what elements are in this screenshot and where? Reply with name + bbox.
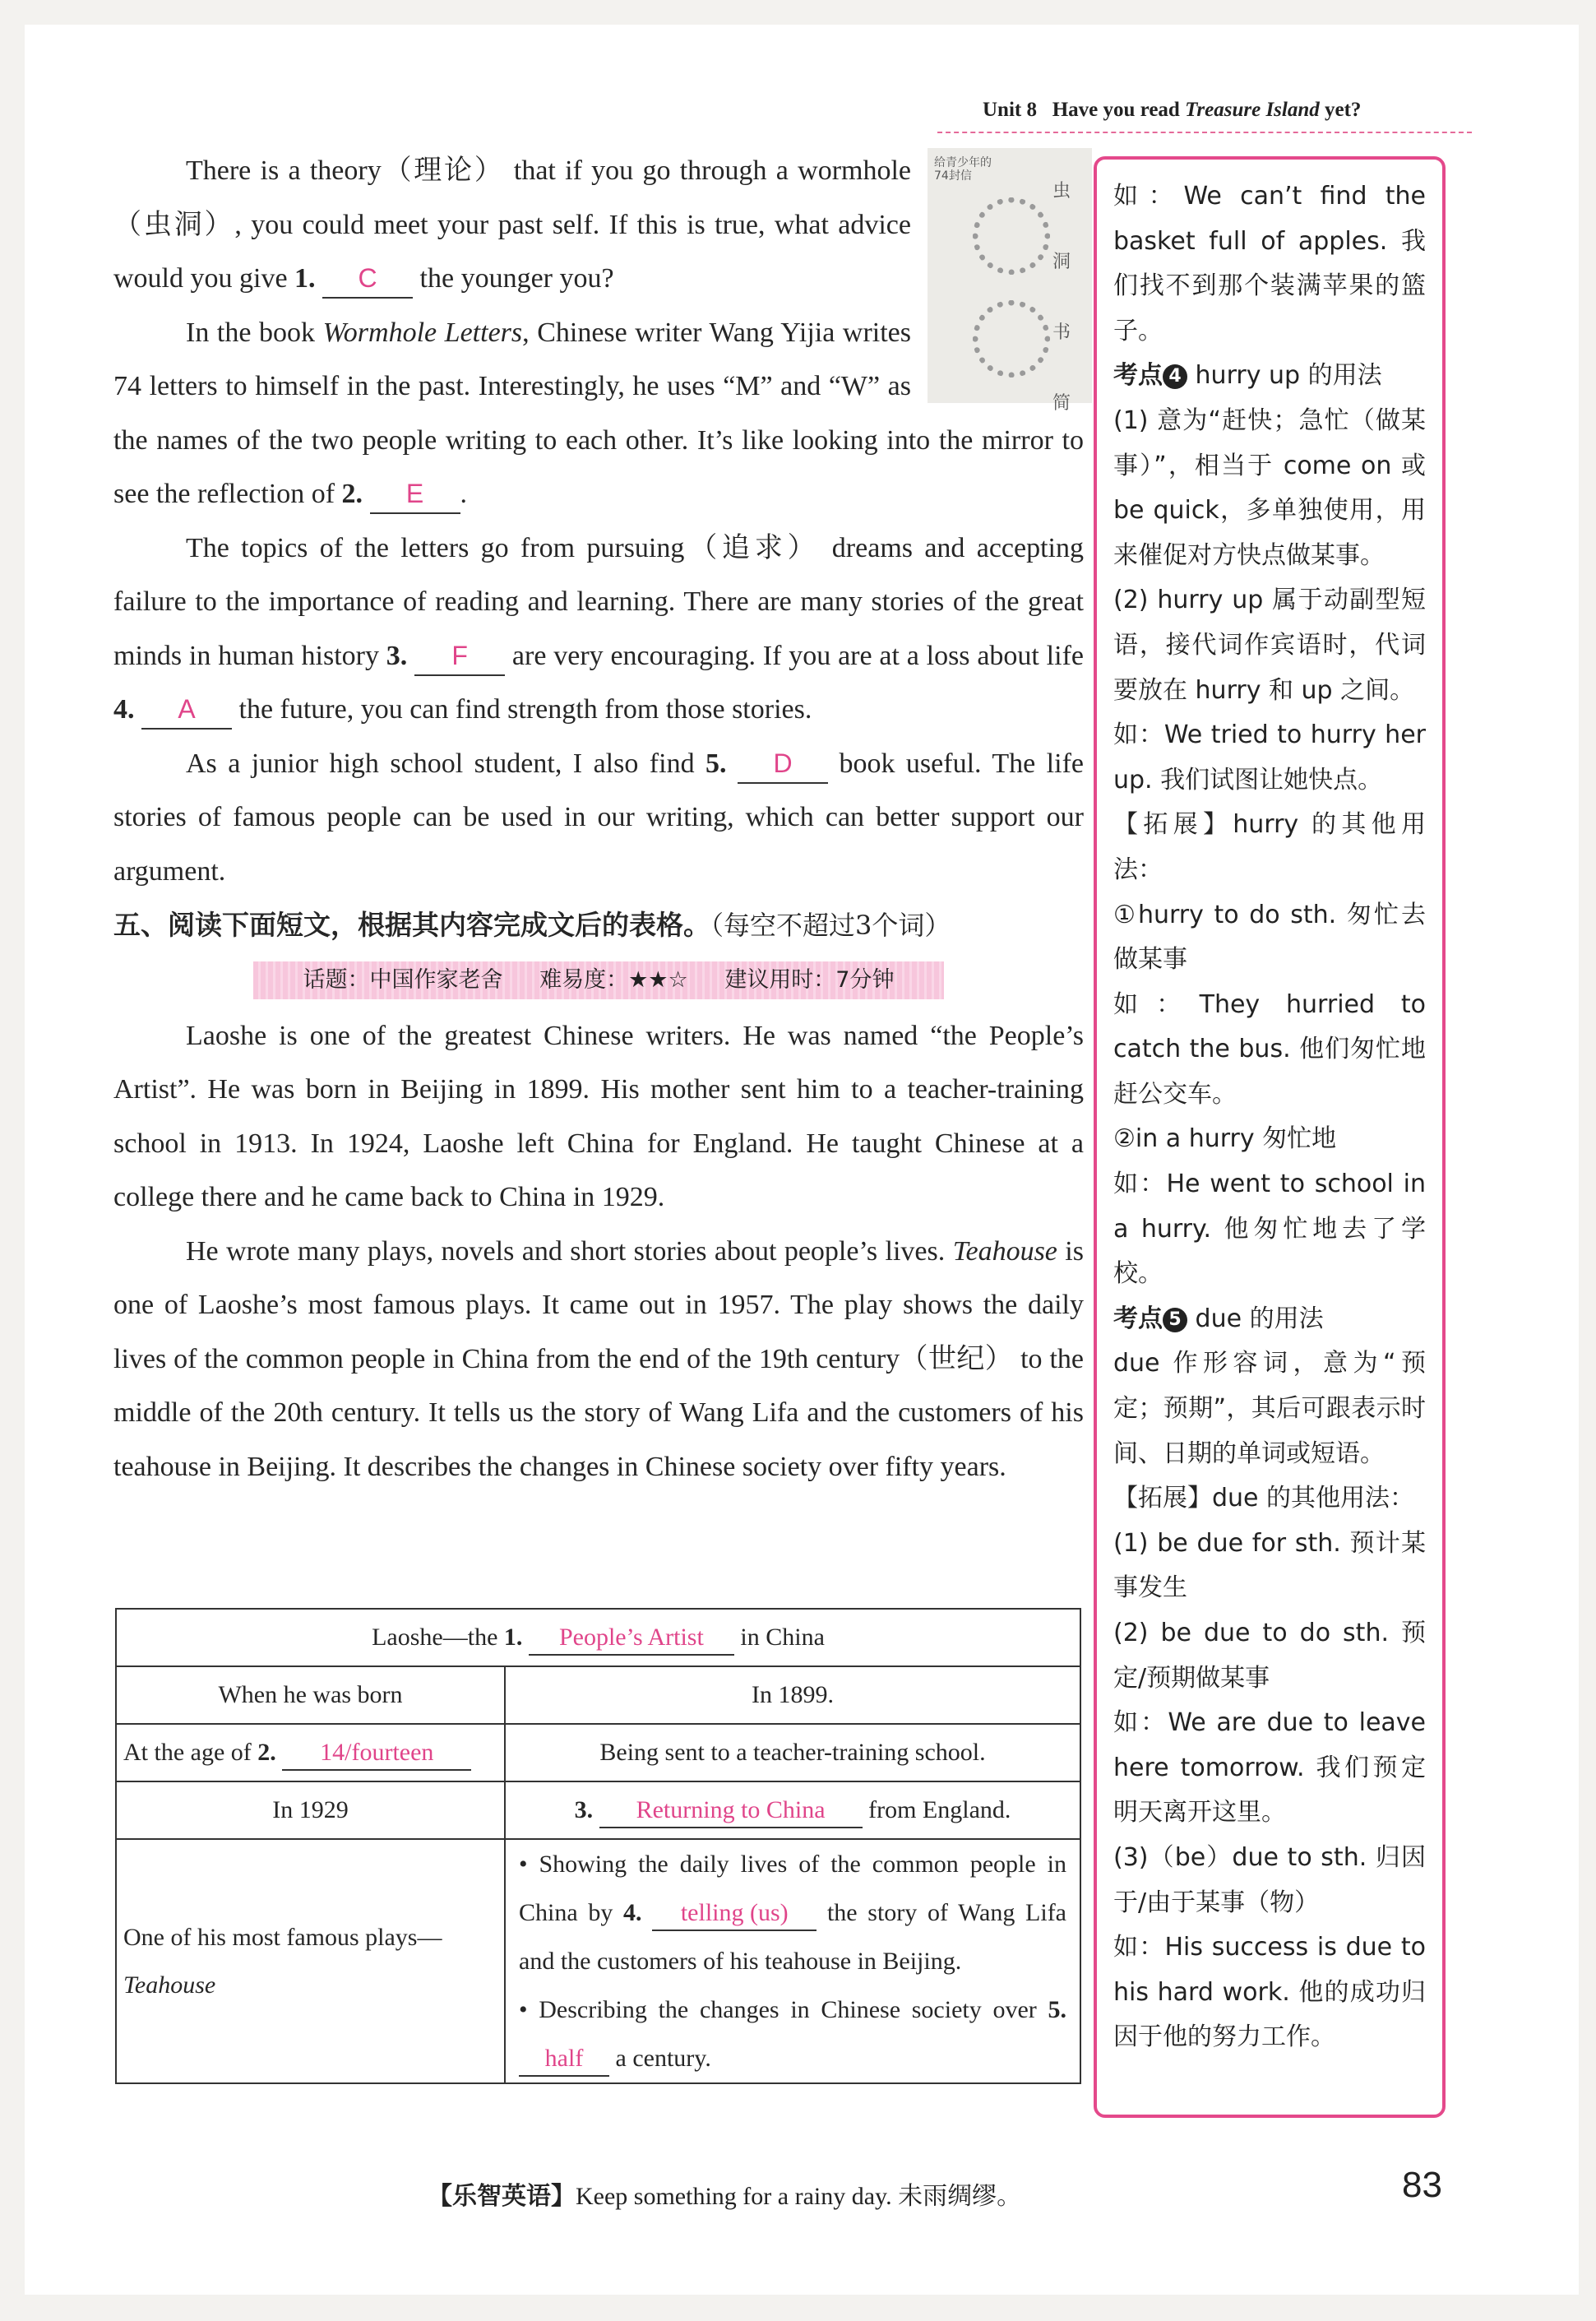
book-cover-title: [1049, 156, 1074, 439]
table-cell: In 1899.: [505, 1666, 1080, 1724]
question-number: 2.: [257, 1739, 276, 1766]
kaodian-title: hurry up 的用法: [1187, 361, 1382, 391]
table-row: [116, 1781, 1080, 1839]
book-title: Teahouse: [952, 1235, 1057, 1267]
text: In the book: [186, 317, 323, 348]
page-footer: [428, 2175, 1021, 2212]
header-divider: [937, 132, 1472, 133]
unit-title-book: Treasure Island: [1185, 99, 1320, 121]
note-text: (2) be due to do sth. 预定/预期做某事: [1113, 1619, 1426, 1693]
difficulty-label: 难易度：★★☆: [539, 966, 688, 993]
table-cell: When he was born: [116, 1666, 505, 1724]
topic-bar: [253, 961, 944, 999]
table-row: [116, 1724, 1080, 1781]
question-number: 2.: [341, 479, 363, 509]
table-row: [116, 1839, 1080, 2083]
section-note: （每空不超过3个词）: [710, 910, 951, 941]
text: Laoshe—the: [372, 1624, 504, 1651]
note-text: ①hurry to do sth. 匆忙去做某事: [1113, 900, 1426, 975]
number-circle-icon: 4: [1163, 364, 1187, 389]
text: book useful. The life stories of famous people can be used in our writing, which can better support our argument.: [113, 748, 1084, 887]
book-char: 虫: [1052, 181, 1071, 202]
section-title: [113, 898, 1084, 953]
answer-blank[interactable]: Returning to China: [599, 1794, 863, 1828]
answer-blank[interactable]: A: [141, 690, 232, 730]
passage1-paragraph: [113, 521, 1084, 737]
passage1-paragraph: [113, 737, 1084, 899]
bullet-list: [519, 1840, 1066, 2082]
text: • Showing the daily lives of the common people in China by: [519, 1851, 1066, 1926]
note-text: due 作形容词，意为“预定；预期”，其后可跟表示时间、日期的单词或短语。: [1113, 1349, 1426, 1468]
example-text: 如：They hurried to catch the bus. 他们匆忙地赶公交车。: [1113, 989, 1426, 1109]
answer-blank[interactable]: telling (us): [652, 1897, 817, 1931]
question-number: 5.: [1048, 1996, 1066, 2023]
kaodian-title: due 的用法: [1187, 1304, 1324, 1333]
example-text: 如：His success is due to his hard work. 他的成功归因于他的努力工作。: [1113, 1933, 1426, 2052]
example-text: 如：We can’t find the basket full of apples. 我们找不到那个装满苹果的篮子。: [1113, 182, 1426, 345]
text: There is a theory（理论） that if you go through a wormhole（虫洞）, you could meet your past self. If this is true, what advice would you give: [113, 155, 911, 294]
number-circle-icon: 5: [1163, 1308, 1187, 1332]
book-cover-subtitle: 给青少年的74封信: [934, 156, 992, 183]
page-number: 83: [1402, 2165, 1442, 2205]
question-number: 1.: [294, 263, 316, 294]
note-text: (2) hurry up 属于动副型短语，接代词作宾语时，代词要放在 hurry 和 up 之间。: [1113, 586, 1426, 705]
text: • Describing the changes in Chinese society over: [519, 1996, 1048, 2023]
text: a century.: [609, 2045, 711, 2072]
text: One of his most famous plays—: [123, 1923, 442, 1951]
passage2-paragraph: [113, 1225, 1084, 1494]
time-label: 建议用时：7分钟: [724, 966, 895, 993]
text: The topics of the letters go from pursuing（追求） dreams and accepting failure to the importance of reading and learning. There are many stories of the great minds in human history: [113, 532, 1084, 671]
book-title: Teahouse: [123, 1971, 216, 1999]
question-number: 4.: [623, 1899, 642, 1926]
list-item: [519, 1840, 1066, 1985]
book-cover-image: [928, 148, 1092, 414]
footer-proverb: Keep something for a rainy day. 未雨绸缪。: [576, 2183, 1022, 2210]
book-char: 书: [1052, 322, 1071, 343]
question-number: 1.: [503, 1624, 523, 1651]
answer-blank[interactable]: E: [370, 475, 460, 514]
example-text: 如：We are due to leave here tomorrow. 我们预定明天离开这里。: [1113, 1708, 1426, 1828]
passage2-paragraph: Laoshe is one of the greatest Chinese writers. He was named “the People’s Artist”. He was born in Beijing in 1899. His mother sent him to a teacher-training school in 1913. In 1924, Laoshe left China for England. He taught Chinese at a college there and he came back to China in 1929.: [113, 1020, 1084, 1212]
ring-graphic: [973, 300, 1050, 378]
answer-blank[interactable]: half: [519, 2042, 609, 2077]
question-number: 4.: [113, 694, 135, 725]
example-text: 如：He went to school in a hurry. 他匆忙地去了学校。: [1113, 1170, 1426, 1289]
kaodian-label: 考点: [1113, 1304, 1163, 1333]
unit-title: Have you read: [1052, 99, 1186, 121]
answer-blank[interactable]: D: [738, 744, 828, 784]
kaodian-label: 考点: [1113, 361, 1163, 391]
kaodian-heading: [1113, 1297, 1426, 1342]
topic-label: 话题：中国作家老舍: [303, 966, 503, 993]
section-heading: 五、阅读下面短文，根据其内容完成文后的表格。: [113, 909, 710, 941]
text: from England.: [862, 1796, 1011, 1823]
extension-heading: 【拓展】due 的其他用法：: [1113, 1484, 1415, 1513]
table-cell: [505, 1839, 1080, 2083]
kaodian-heading: [1113, 354, 1426, 399]
book-title: Wormhole Letters: [322, 317, 523, 348]
note-text: ②in a hurry 匆忙地: [1113, 1124, 1337, 1154]
list-item: [519, 1985, 1066, 2082]
note-text: (1) 意为“赶快；急忙（做某事）”，相当于 come on 或 be quick，多单独使用，用来催促对方快点做某事。: [1113, 405, 1426, 570]
text: the future, you can find strength from those stories.: [232, 694, 812, 725]
book-char: 洞: [1052, 252, 1071, 272]
question-number: 3.: [386, 640, 408, 671]
footer-brand: 【乐智英语】: [428, 2182, 576, 2211]
text: .: [460, 479, 468, 509]
answer-blank[interactable]: F: [414, 637, 505, 676]
question-number: 5.: [705, 748, 727, 779]
note-text: (1) be due for sth. 预计某事发生: [1113, 1528, 1426, 1603]
answer-blank[interactable]: People’s Artist: [529, 1621, 734, 1656]
table-cell: [116, 1609, 1080, 1666]
text: He wrote many plays, novels and short stories about people’s lives.: [186, 1235, 953, 1267]
text: the younger you?: [413, 263, 614, 294]
text: the story of Wang Lifa and the customers of his teahouse in Beijing.: [519, 1899, 1066, 1975]
text: As a junior high school student, I also find: [186, 748, 706, 779]
answer-blank[interactable]: C: [322, 259, 413, 299]
ring-graphic: [973, 197, 1050, 275]
unit-title-end: yet?: [1319, 99, 1362, 121]
table-cell: [505, 1781, 1080, 1839]
book-char: 简: [1052, 393, 1071, 414]
table-cell: [116, 1839, 505, 2083]
table-cell: In 1929: [116, 1781, 505, 1839]
extension-heading: 【拓展】hurry 的其他用法：: [1113, 810, 1426, 884]
info-table: [115, 1608, 1081, 2084]
answer-blank[interactable]: 14/fourteen: [282, 1736, 471, 1771]
unit-label: Unit 8: [983, 99, 1037, 121]
text: At the age of: [123, 1739, 258, 1766]
text: in China: [733, 1624, 825, 1651]
table-row: [116, 1666, 1080, 1724]
main-content: [113, 144, 1084, 1494]
text: is one of Laoshe’s most famous plays. It came out in 1957. The play shows the daily lives of the common people in China from the end of the 19th century（世纪） to the middle of the 20th century. It tells us the story of Wang Lifa and the customers of his teahouse in Beijing. It describes the changes in Chinese society over fifty years.: [113, 1235, 1084, 1482]
table-row: [116, 1609, 1080, 1666]
notes-sidebar: [1094, 156, 1446, 2118]
text: are very encouraging. If you are at a loss about life: [505, 640, 1084, 671]
table-cell: Being sent to a teacher-training school.: [505, 1724, 1080, 1781]
page-header: [983, 99, 1460, 132]
table-cell: [116, 1724, 505, 1781]
note-text: (3)（be）due to sth. 归因于/由于某事（物）: [1113, 1842, 1426, 1917]
text: , Chinese writer Wang Yijia writes 74 letters to himself in the past. Interestingly, he uses “M” and “W” as the names of the two people writing to each other. It’s like looking into the mirror to see the reflection of: [113, 317, 1084, 509]
question-number: 3.: [574, 1796, 594, 1823]
example-text: 如：We tried to hurry her up. 我们试图让她快点。: [1113, 720, 1426, 795]
